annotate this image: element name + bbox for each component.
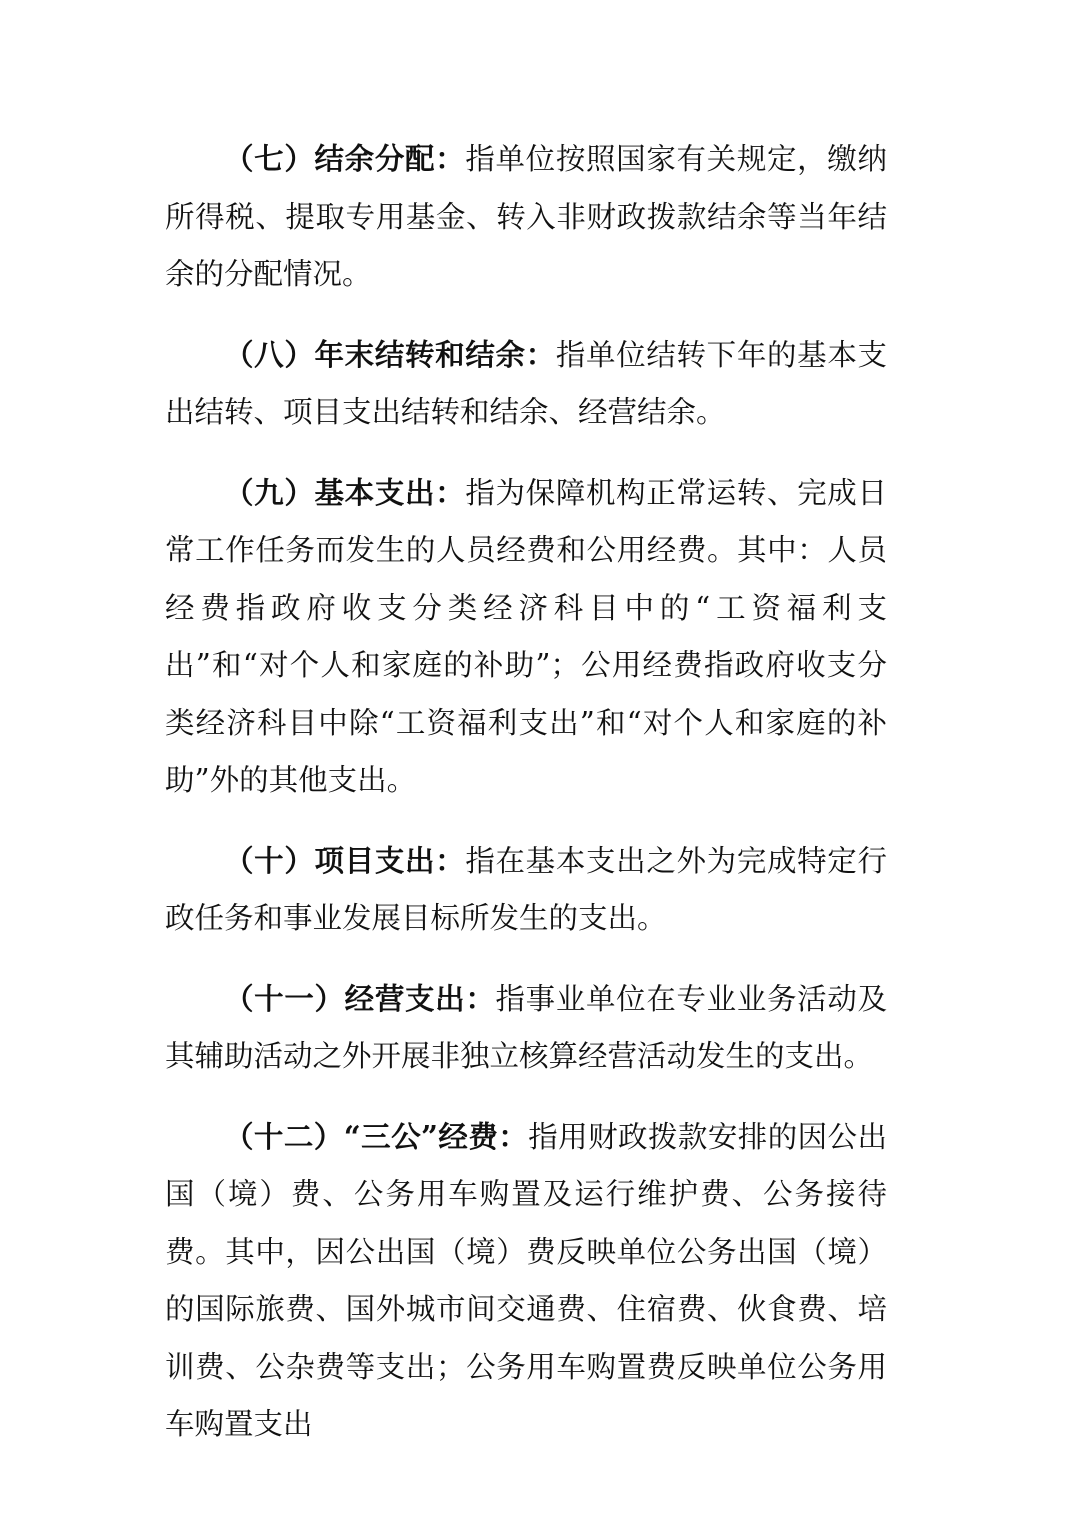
term-heading: （十）项目支出：	[224, 842, 466, 878]
paragraph-basic-expenditure	[165, 464, 887, 810]
paragraph-project-expenditure	[165, 832, 887, 948]
paragraph-three-public-expenses	[165, 1108, 887, 1454]
term-definition: 指用财政拨款安排的因公出国（境）费、公务用车购置及运行维护费、公务接待费。其中，因公出国（境）费反映单位公务出国（境）的国际旅费、国外城市间交通费、住宿费、伙食费、培训费、公杂费等支出；公务用车购置费反映单位公务用车购置支出	[165, 1119, 887, 1441]
term-definition: 指事业单位在专业业务活动及其辅助活动之外开展非独立核算经营活动发生的支出。	[165, 981, 887, 1073]
term-definition: 指为保障机构正常运转、完成日常工作任务而发生的人员经费和公用经费。其中：人员经费指政府收支分类经济科目中的“工资福利支出”和“对个人和家庭的补助”；公用经费指政府收支分类经济科目中除“工资福利支出”和“对个人和家庭的补助”外的其他支出。	[165, 475, 887, 797]
document-body	[165, 130, 887, 1476]
term-definition: 指单位按照国家有关规定，缴纳所得税、提取专用基金、转入非财政拨款结余等当年结余的分配情况。	[165, 142, 887, 291]
term-definition: 指单位结转下年的基本支出结转、项目支出结转和结余、经营结余。	[165, 337, 887, 429]
term-definition: 指在基本支出之外为完成特定行政任务和事业发展目标所发生的支出。	[165, 843, 887, 935]
term-heading: （七）结余分配：	[224, 141, 466, 176]
term-heading: （十一）经营支出：	[224, 980, 496, 1016]
term-heading: （九）基本支出：	[224, 474, 466, 510]
paragraph-year-end-carryover	[165, 326, 887, 442]
paragraph-surplus-distribution	[165, 130, 887, 304]
term-heading: （十二）“三公”经费：	[224, 1118, 529, 1154]
term-heading: （八）年末结转和结余：	[224, 336, 556, 372]
paragraph-operating-expenditure	[165, 970, 887, 1086]
